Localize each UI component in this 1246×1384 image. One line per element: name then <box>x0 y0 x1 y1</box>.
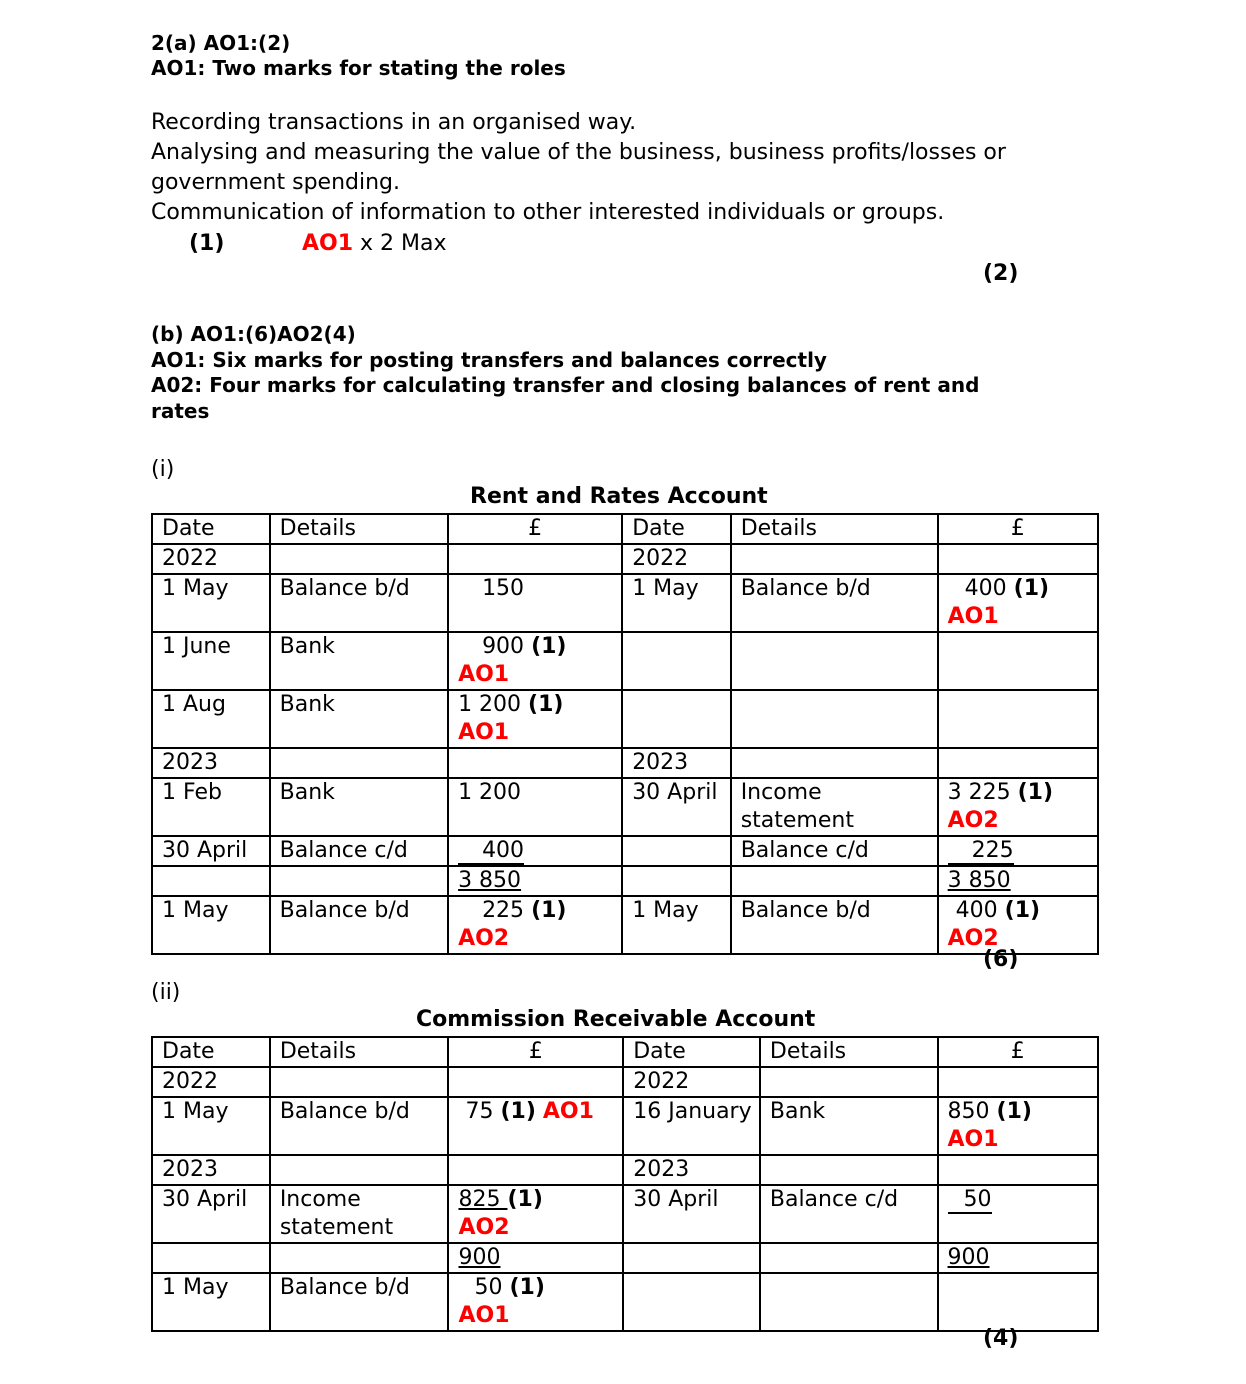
header-date-right: Date <box>623 1037 760 1067</box>
point-3: Communication of information to other interested individuals or groups. <box>151 200 945 225</box>
cell-amount <box>448 1185 623 1243</box>
total-value: 3 850 <box>947 868 1011 893</box>
cell-amount <box>938 836 1098 866</box>
mark: (1) <box>1004 898 1041 923</box>
cell-details <box>760 1273 938 1331</box>
cell-amount <box>938 748 1098 778</box>
cell-amount: 1 200 <box>448 778 622 836</box>
cell-date: 30 April <box>152 836 270 866</box>
cell-details: Income statement <box>270 1185 449 1243</box>
cell-details <box>270 1155 449 1185</box>
cell-details <box>731 748 938 778</box>
cell-amount <box>938 1273 1098 1331</box>
table-row <box>152 1155 1098 1185</box>
header-details-right: Details <box>731 514 938 544</box>
cell-date: 2022 <box>152 544 270 574</box>
cell-date: 30 April <box>623 1185 760 1243</box>
cell-details <box>270 748 448 778</box>
sub-part-ii: (ii) <box>151 980 181 1005</box>
cell-amount <box>448 836 622 866</box>
mark: (1) <box>500 1099 536 1124</box>
table-header-row <box>152 1037 1098 1067</box>
cell-details <box>270 1067 449 1097</box>
table-row <box>152 574 1098 632</box>
point-2-cont: government spending. <box>151 170 400 195</box>
cell-details: Balance c/d <box>731 836 938 866</box>
cell-date: 1 June <box>152 632 270 690</box>
cell-details: Balance c/d <box>760 1185 938 1243</box>
rent-account-title: Rent and Rates Account <box>470 484 768 509</box>
amount-value: 50 <box>948 1187 992 1214</box>
ao-max-line <box>302 229 447 259</box>
part-b-line2: A02: Four marks for calculating transfer and closing balances of rent and <box>151 373 980 397</box>
table-row <box>152 1273 1098 1331</box>
table-row <box>152 1097 1098 1155</box>
cell-date: 2023 <box>622 748 731 778</box>
ao-tag: AO2 <box>458 926 510 951</box>
cell-details: Bank <box>270 632 448 690</box>
mark: (1) <box>531 634 567 659</box>
cell-amount <box>448 690 622 748</box>
commission-account-total-marks: (4) <box>983 1326 1019 1351</box>
header-amount-left: £ <box>448 1037 623 1067</box>
table-row <box>152 836 1098 866</box>
cell-date <box>152 1243 270 1273</box>
header-amount-right: £ <box>938 1037 1098 1067</box>
amount-value: 225 <box>482 898 525 923</box>
cell-details <box>760 1243 938 1273</box>
cell-date: 1 Aug <box>152 690 270 748</box>
part-b-heading: (b) AO1:(6)AO2(4) <box>151 322 356 346</box>
cell-date: 1 May <box>622 896 731 954</box>
cell-details <box>731 632 938 690</box>
cell-details <box>270 1243 449 1273</box>
table-row <box>152 748 1098 778</box>
cell-date <box>622 836 731 866</box>
mark-each: (1) <box>189 231 225 256</box>
cell-date: 2022 <box>623 1067 760 1097</box>
commission-account-title: Commission Receivable Account <box>416 1007 816 1032</box>
cell-date: 1 Feb <box>152 778 270 836</box>
amount-value: 400 <box>955 898 998 923</box>
cell-date <box>623 1243 760 1273</box>
total-value: 3 850 <box>458 868 522 893</box>
ao-tag: AO2 <box>947 926 999 951</box>
cell-amount <box>448 866 622 896</box>
cell-details <box>270 544 448 574</box>
cell-amount <box>938 1243 1098 1273</box>
part-a-heading: 2(a) AO1:(2) <box>151 31 291 55</box>
cell-amount <box>938 544 1098 574</box>
rent-account-total-marks: (6) <box>983 947 1019 972</box>
point-2: Analysing and measuring the value of the business, business profits/losses or <box>151 140 1006 165</box>
cell-amount <box>448 632 622 690</box>
header-details-left: Details <box>270 514 448 544</box>
commission-account-table <box>151 1036 1099 1332</box>
cell-amount <box>938 1155 1098 1185</box>
cell-details: Bank <box>270 778 448 836</box>
cell-amount <box>938 778 1098 836</box>
mark: (1) <box>528 692 564 717</box>
cell-details: Income statement <box>731 778 938 836</box>
amount-value: 150 <box>482 576 525 601</box>
table-row <box>152 896 1098 954</box>
cell-amount <box>448 748 622 778</box>
cell-details: Bank <box>760 1097 938 1155</box>
cell-amount <box>938 690 1098 748</box>
cell-date: 2023 <box>152 1155 270 1185</box>
cell-date: 1 May <box>622 574 731 632</box>
amount-value: 3 225 <box>947 780 1011 805</box>
cell-date: 1 May <box>152 1273 270 1331</box>
cell-date: 2022 <box>152 1067 270 1097</box>
header-amount-right: £ <box>938 514 1098 544</box>
cell-date: 1 May <box>152 574 270 632</box>
cell-amount <box>448 896 622 954</box>
table-row <box>152 1067 1098 1097</box>
cell-date: 2023 <box>623 1155 760 1185</box>
cell-date <box>152 866 270 896</box>
table-row <box>152 544 1098 574</box>
cell-date: 30 April <box>152 1185 270 1243</box>
cell-amount <box>938 632 1098 690</box>
cell-amount <box>938 1097 1098 1155</box>
cell-amount <box>938 1185 1098 1243</box>
cell-amount <box>448 544 622 574</box>
cell-details: Balance b/d <box>270 896 448 954</box>
cell-details <box>731 544 938 574</box>
cell-amount <box>448 574 622 632</box>
total-value: 900 <box>947 1245 990 1270</box>
cell-details: Balance b/d <box>731 574 938 632</box>
table-header-row <box>152 514 1098 544</box>
cell-details: Balance c/d <box>270 836 448 866</box>
cell-amount <box>448 1097 623 1155</box>
header-date-right: Date <box>622 514 731 544</box>
cell-details: Bank <box>270 690 448 748</box>
cell-amount <box>448 1067 623 1097</box>
ao-tag: AO2 <box>458 1215 510 1240</box>
header-details-right: Details <box>760 1037 938 1067</box>
ao-tag: AO1 <box>947 1127 999 1152</box>
rent-account-table <box>151 513 1099 955</box>
cell-date <box>622 690 731 748</box>
cell-amount <box>938 896 1098 954</box>
amount-value: 50 <box>474 1275 503 1300</box>
ao-tag: AO1 <box>542 1099 594 1124</box>
header-details-left: Details <box>270 1037 449 1067</box>
amount-value: 900 <box>482 634 525 659</box>
cell-date: 1 May <box>152 896 270 954</box>
table-row <box>152 690 1098 748</box>
cell-date: 1 May <box>152 1097 270 1155</box>
amount-value: 400 <box>458 838 524 865</box>
amount-value: 225 <box>948 838 1014 865</box>
table-row <box>152 632 1098 690</box>
cell-details <box>270 866 448 896</box>
cell-date: 16 January <box>623 1097 760 1155</box>
cell-date <box>622 866 731 896</box>
cell-date: 2023 <box>152 748 270 778</box>
cell-details: Balance b/d <box>731 896 938 954</box>
cell-amount <box>448 1155 623 1185</box>
ao-tag: AO1 <box>458 1303 510 1328</box>
header-date-left: Date <box>152 514 270 544</box>
mark: (1) <box>509 1275 545 1300</box>
header-amount-left: £ <box>448 514 622 544</box>
cell-details <box>731 866 938 896</box>
cell-date <box>622 632 731 690</box>
cell-date <box>623 1273 760 1331</box>
cell-details <box>760 1067 938 1097</box>
cell-amount <box>938 574 1098 632</box>
table-row <box>152 866 1098 896</box>
table-row <box>152 778 1098 836</box>
ao-tag: AO1 <box>947 604 999 629</box>
ao-label: AO1 <box>302 231 354 256</box>
amount-value: 1 200 <box>458 692 522 717</box>
part-b-line3: rates <box>151 399 210 423</box>
cell-amount <box>938 1067 1098 1097</box>
cell-details: Balance b/d <box>270 1273 449 1331</box>
part-a-points <box>151 108 1101 228</box>
point-1: Recording transactions in an organised way. <box>151 110 637 135</box>
cell-details <box>731 690 938 748</box>
ao-tag: AO2 <box>947 808 999 833</box>
sub-part-i: (i) <box>151 457 175 482</box>
cell-date: 30 April <box>622 778 731 836</box>
amount-value: 825 <box>458 1187 501 1212</box>
part-a-subheading: AO1: Two marks for stating the roles <box>151 56 566 80</box>
table-row <box>152 1185 1098 1243</box>
mark: (1) <box>1017 780 1054 805</box>
cell-amount <box>448 1273 623 1331</box>
part-b-line1: AO1: Six marks for posting transfers and balances correctly <box>151 348 827 372</box>
ao-suffix: x 2 Max <box>353 231 447 256</box>
mark: (1) <box>996 1099 1032 1124</box>
mark: (1) <box>531 898 567 923</box>
mark: (1) <box>507 1187 543 1212</box>
header-date-left: Date <box>152 1037 270 1067</box>
part-a-total-marks: (2) <box>983 261 1019 286</box>
cell-amount <box>448 1243 623 1273</box>
cell-amount <box>938 866 1098 896</box>
table-row <box>152 1243 1098 1273</box>
ao-tag: AO1 <box>458 720 510 745</box>
cell-details: Balance b/d <box>270 574 448 632</box>
amount-value: 75 <box>465 1099 494 1124</box>
mark: (1) <box>1013 576 1050 601</box>
total-value: 900 <box>458 1245 501 1270</box>
ao-tag: AO1 <box>458 662 510 687</box>
cell-date: 2022 <box>622 544 731 574</box>
cell-details: Balance b/d <box>270 1097 449 1155</box>
amount-value: 400 <box>964 576 1007 601</box>
cell-details <box>760 1155 938 1185</box>
amount-value: 850 <box>947 1099 990 1124</box>
